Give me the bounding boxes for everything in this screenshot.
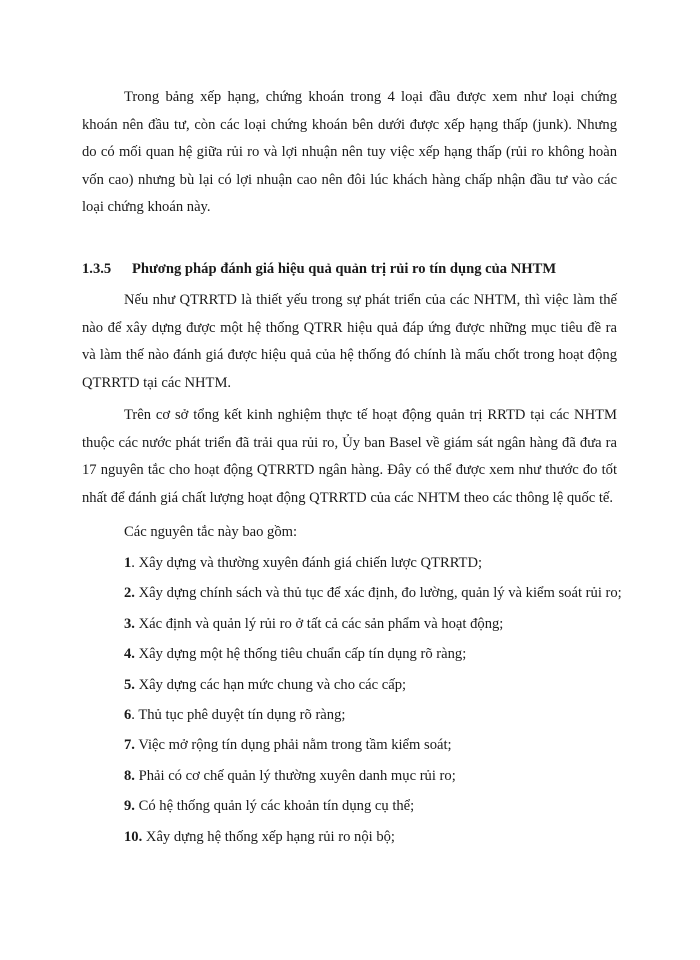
list-item-text: Xây dựng các hạn mức chung và cho các cấp; — [134, 676, 407, 693]
list-item-text: Xác định và quản lý rủi ro ở tất cả các sản phẩm và hoạt động; — [134, 615, 504, 632]
list-item-number: 10. — [124, 828, 143, 845]
section-title: Phương pháp đánh giá hiệu quả quản trị rủi ro tín dụng của NHTM — [132, 261, 557, 277]
list-item — [124, 795, 622, 825]
paragraph-basel-principles: Trên cơ sở tổng kết kinh nghiệm thực tế hoạt động quản trị RRTD tại các NHTM thuộc các nước phát triển đã trải qua rủi ro, Ủy ban Basel về giám sát ngân hàng đã đưa ra 17 nguyên tắc cho hoạt động QTRRTD ngân hàng. Đây có thể được xem như thước đo tốt nhất để đánh giá chất lượng hoạt động QTRRTD của các NHTM theo các thông lệ quốc tế. — [82, 407, 617, 506]
paragraph-qtrrtd-importance: Nếu như QTRRTD là thiết yếu trong sự phát triển của các NHTM, thì việc làm thế nào để xây dựng được một hệ thống QTRR hiệu quả đáp ứng được những mục tiêu đề ra và làm thế nào đánh giá được hiệu quả của hệ thống đó chính là mấu chốt trong hoạt động QTRRTD tại các NHTM. — [82, 292, 617, 391]
list-item-number: 3. — [124, 615, 135, 632]
principles-list — [124, 552, 622, 856]
list-item — [124, 734, 622, 764]
list-item-number: 7. — [124, 737, 135, 754]
list-item-number: 2. — [124, 585, 135, 602]
list-item-number: 5. — [124, 676, 135, 693]
list-item — [124, 613, 622, 643]
list-item-text: Xây dựng hệ thống xếp hạng rủi ro nội bộ; — [142, 828, 395, 845]
list-item-text: Xây dựng một hệ thống tiêu chuẩn cấp tín dụng rõ ràng; — [134, 646, 467, 663]
list-item — [124, 674, 622, 704]
list-item — [124, 643, 622, 673]
section-heading — [82, 258, 617, 280]
list-item-number: 6 — [124, 706, 132, 723]
list-item — [124, 765, 622, 795]
paragraph-credit-rating: Trong bảng xếp hạng, chứng khoán trong 4 loại đầu được xem như loại chứng khoán nên đầu tư, còn các loại chứng khoán bên dưới được xếp hạng thấp (junk). Nhưng do có mối quan hệ giữa rủi ro và lợi nhuận nên tuy việc xếp hạng thấp (rủi ro không hoàn vốn cao) nhưng bù lại có lợi nhuận cao nên đôi lúc khách hàng chấp nhận đầu tư vào các loại chứng khoán này. — [82, 89, 617, 215]
list-item-text: Việc mở rộng tín dụng phải nằm trong tầm kiểm soát; — [134, 737, 452, 754]
list-item-text: . Xây dựng và thường xuyên đánh giá chiến lược QTRRTD; — [131, 555, 483, 571]
list-item — [124, 552, 622, 582]
section-number: 1.3.5 — [82, 261, 112, 277]
list-item-text: . Thủ tục phê duyệt tín dụng rõ ràng; — [131, 706, 346, 723]
list-item — [124, 582, 622, 612]
list-item-number: 1 — [124, 555, 132, 571]
list-item-text: Phải có cơ chế quản lý thường xuyên danh mục rủi ro; — [134, 767, 456, 784]
list-item-number: 8. — [124, 767, 135, 784]
list-item-number: 4. — [124, 646, 135, 663]
list-item-text: Có hệ thống quản lý các khoản tín dụng cụ thể; — [134, 798, 415, 815]
list-item-text: Xây dựng chính sách và thủ tục để xác định, đo lường, quản lý và kiểm soát rủi ro; — [134, 585, 622, 602]
principles-intro: Các nguyên tắc này bao gồm: — [124, 524, 298, 540]
list-item-number: 9. — [124, 798, 135, 815]
list-item — [124, 826, 622, 856]
list-item — [124, 704, 622, 734]
